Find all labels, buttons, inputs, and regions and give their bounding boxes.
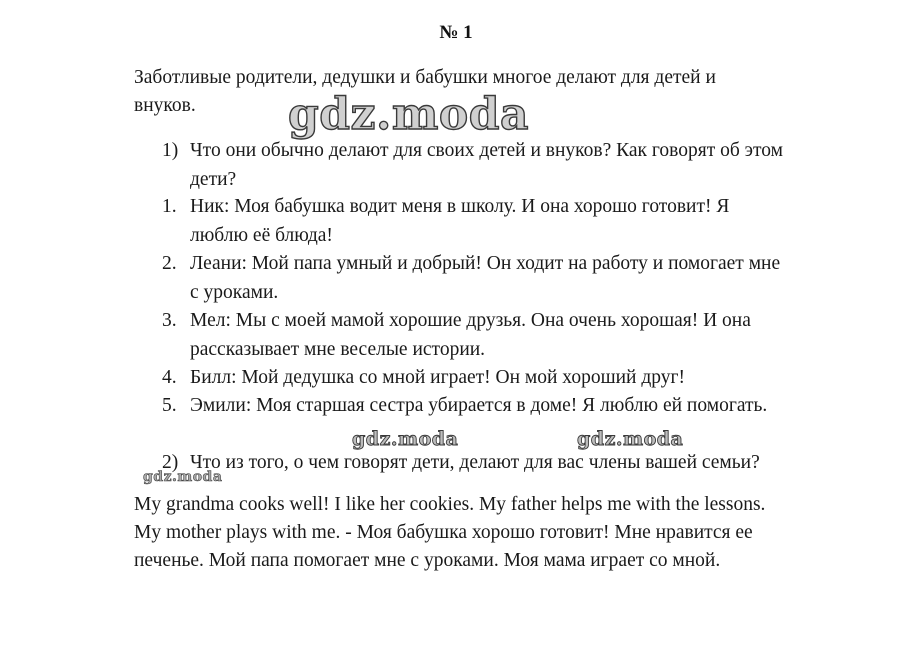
question-1-line-1: Что они обычно делают для своих детей и внуков? Как говорят об этом — [190, 140, 783, 161]
answer-2-number: 2. — [162, 253, 177, 274]
answer-1-number: 1. — [162, 196, 177, 217]
question-2-number: 2) — [162, 452, 179, 473]
answer-5-number: 5. — [162, 395, 177, 416]
answer-3-number: 3. — [162, 310, 177, 331]
answer-text-line-3: печенье. Мой папа помогает мне с уроками. Моя мама играет со мной. — [134, 550, 721, 571]
exercise-number: № 1 — [439, 22, 473, 43]
watermark-small: gdz.moda — [143, 469, 223, 485]
answer-5-line-1: Эмили: Моя старшая сестра убирается в доме! Я люблю ей помогать. — [190, 395, 768, 416]
watermark-right: gdz.moda — [577, 428, 684, 450]
answer-text-line-1: My grandma cooks well! I like her cookies. My father helps me with the lessons. — [134, 494, 766, 515]
question-1-number: 1) — [162, 140, 179, 161]
watermark-large: gdz.moda — [288, 89, 530, 140]
intro-line-1: Заботливые родители, дедушки и бабушки многое делают для детей и — [134, 67, 716, 88]
watermark-left: gdz.moda — [352, 428, 459, 450]
answer-2-line-2: с уроками. — [190, 282, 279, 303]
intro-line-2: внуков. — [134, 95, 196, 116]
answer-text-line-2: My mother plays with me. - Моя бабушка хорошо готовит! Мне нравится ее — [134, 522, 753, 543]
answer-1-line-1: Ник: Моя бабушка водит меня в школу. И она хорошо готовит! Я — [190, 196, 730, 217]
answer-3-line-1: Мел: Мы с моей мамой хорошие друзья. Она очень хорошая! И она — [190, 310, 751, 331]
question-1-line-2: дети? — [190, 169, 237, 190]
answer-4-line-1: Билл: Мой дедушка со мной играет! Он мой хороший друг! — [190, 367, 685, 388]
question-2-line-1: Что из того, о чем говорят дети, делают для вас члены вашей семьи? — [190, 452, 760, 473]
answer-4-number: 4. — [162, 367, 177, 388]
answer-1-line-2: люблю её блюда! — [190, 225, 333, 246]
answer-3-line-2: рассказывает мне веселые истории. — [190, 339, 486, 360]
answer-2-line-1: Леани: Мой папа умный и добрый! Он ходит на работу и помогает мне — [190, 253, 781, 274]
